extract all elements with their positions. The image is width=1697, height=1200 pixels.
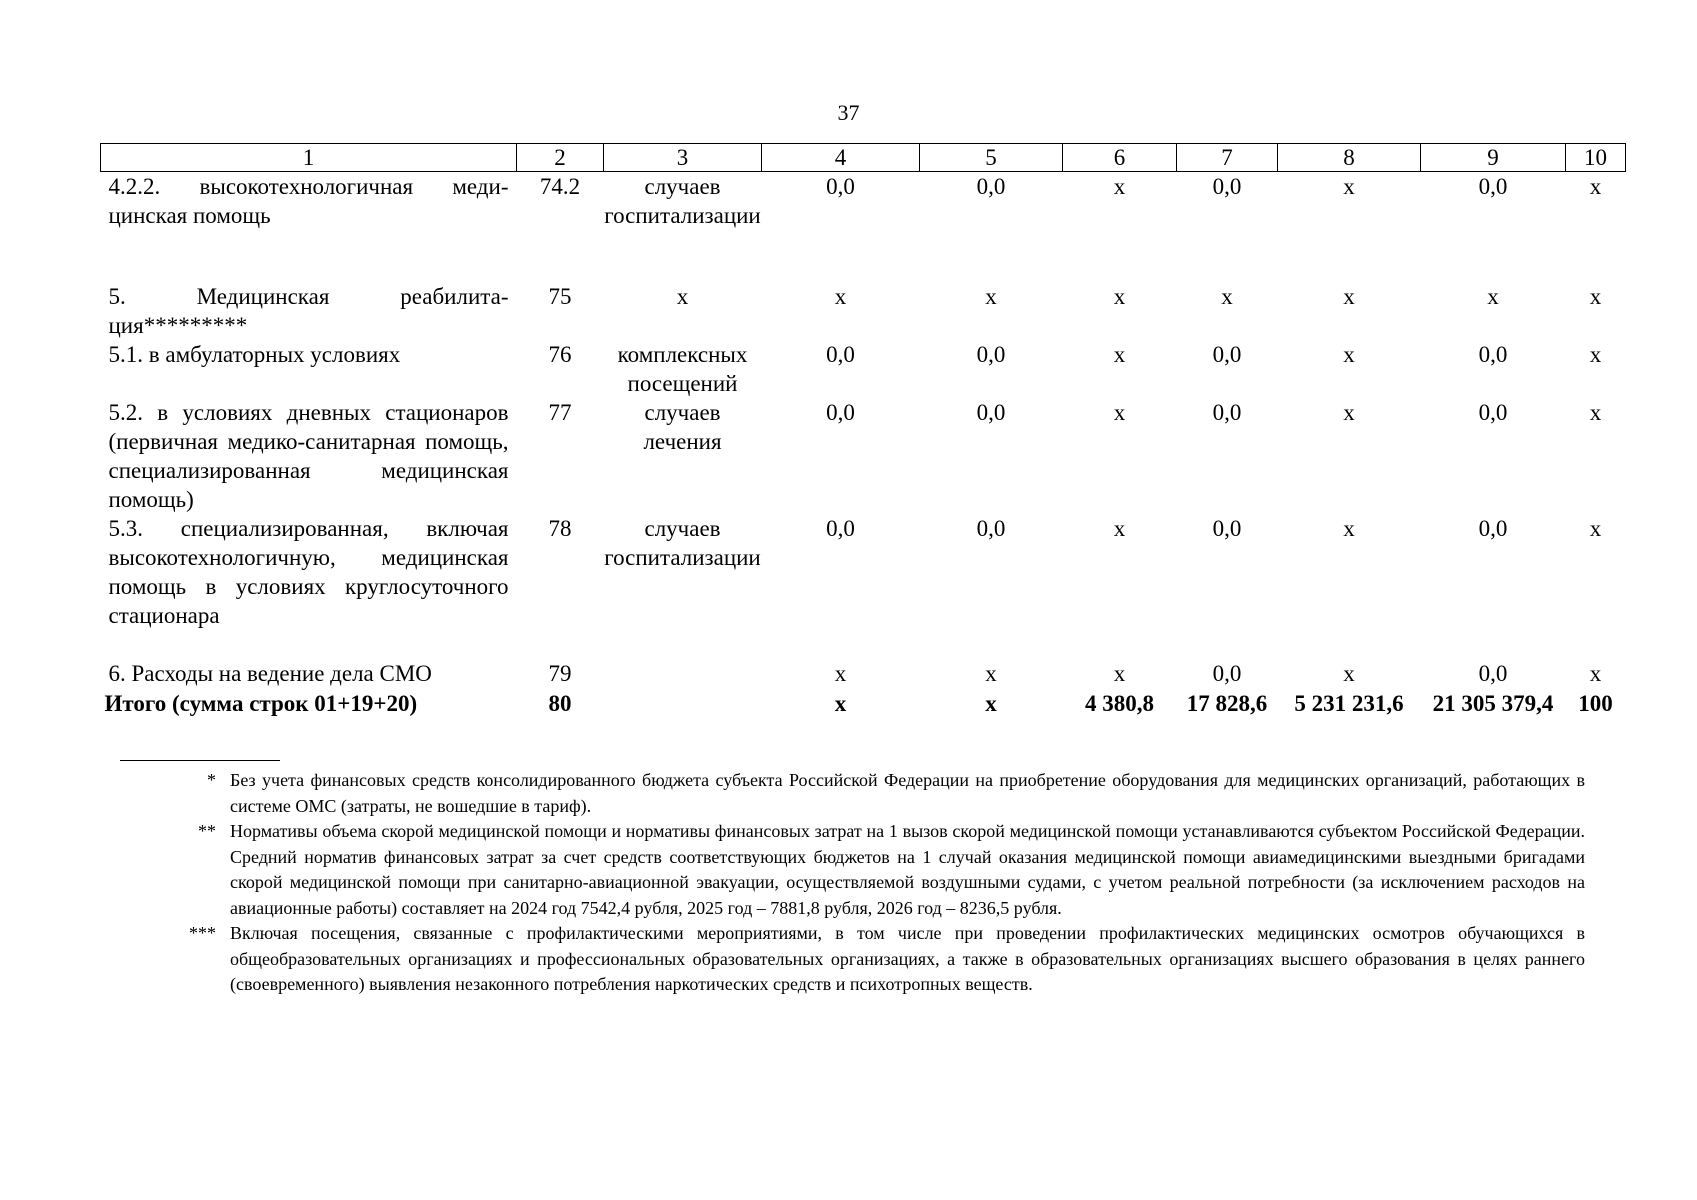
- row-code: 79: [548, 660, 572, 686]
- cell-value: 0,0: [1478, 174, 1508, 199]
- table-row: [101, 282, 1626, 340]
- row-description: 5.2. в условиях дневных стационаров (первичная медико-санитарная помощь, специализированная медицинская помощь): [108, 399, 509, 512]
- col-header: 6: [1063, 144, 1177, 172]
- cell-value: 0,0: [826, 399, 855, 425]
- total-value: х: [985, 690, 997, 716]
- footnote-text: Без учета финансовых средств консолидированного бюджета субъекта Российской Федерации на приобретение оборудования для медицинских организаций, работающих в системе ОМС (затраты, не вошедшие в тариф).: [230, 770, 1585, 816]
- cell-value: х: [1343, 283, 1355, 309]
- cell-value: х: [1343, 515, 1355, 541]
- row-description: 6. Расходы на ведение дела СМО: [108, 660, 432, 686]
- table-row: [101, 398, 1626, 514]
- row-code: 75: [548, 283, 572, 309]
- row-unit: [604, 659, 762, 689]
- col-header: 3: [604, 144, 762, 172]
- total-row: [101, 689, 1626, 719]
- cell-value: х: [1343, 341, 1355, 367]
- cell-value: 0,0: [1212, 399, 1242, 425]
- cell-value: 0,0: [1212, 660, 1242, 686]
- footnote: [180, 768, 1585, 819]
- cell-value: х: [1343, 399, 1355, 425]
- cell-value: х: [1589, 399, 1602, 425]
- row-description: 5. Медицинская реабилитация*********: [108, 283, 509, 338]
- row-unit: х: [676, 283, 689, 309]
- footnote: [180, 819, 1585, 921]
- row-description: 5.3. специализированная, включая высокотехнологичную, медицинская помощь в условиях круглосуточного стационара: [108, 515, 509, 628]
- total-value: 5 231 231,6: [1294, 690, 1404, 716]
- cell-value: 0,0: [1212, 174, 1242, 199]
- cell-value: х: [1589, 515, 1602, 541]
- cell-value: 0,0: [1478, 515, 1508, 541]
- total-unit: [604, 689, 762, 719]
- row-code: 76: [548, 341, 572, 367]
- cell-value: 0,0: [826, 515, 855, 541]
- cell-value: х: [1589, 341, 1602, 367]
- cell-value: х: [1343, 174, 1355, 199]
- total-code: 80: [548, 690, 572, 716]
- total-value: х: [834, 690, 847, 716]
- cell-value: 0,0: [976, 341, 1006, 367]
- cell-value: х: [834, 283, 847, 309]
- col-header: 4: [762, 144, 920, 172]
- cell-value: 0,0: [826, 341, 855, 367]
- col-header: 10: [1566, 144, 1626, 172]
- cell-value: х: [1113, 174, 1126, 199]
- cell-value: 0,0: [1478, 399, 1508, 425]
- table-row: [101, 172, 1626, 282]
- row-unit: случаев госпитализации: [604, 515, 761, 570]
- row-unit: случаев лечения: [643, 399, 722, 454]
- col-header: 7: [1177, 144, 1278, 172]
- col-header: 2: [517, 144, 604, 172]
- cell-value: 0,0: [1212, 341, 1242, 367]
- cell-value: 0,0: [976, 174, 1006, 199]
- row-code: 78: [548, 515, 572, 541]
- cell-value: 0,0: [1478, 660, 1508, 686]
- col-header: 8: [1278, 144, 1421, 172]
- footnote: [180, 921, 1585, 998]
- total-value: 21 305 379,4: [1432, 690, 1554, 716]
- table-row: [101, 340, 1626, 398]
- row-code: 77: [548, 399, 572, 425]
- footnote-mark: *: [207, 770, 216, 790]
- header-row: [101, 144, 1626, 172]
- cell-value: 0,0: [1212, 515, 1242, 541]
- cell-value: х: [1487, 283, 1499, 309]
- cell-value: х: [1589, 174, 1602, 199]
- footnote-separator: [120, 760, 280, 761]
- table-row: [101, 514, 1626, 659]
- table-row: [101, 659, 1626, 689]
- col-header: 9: [1421, 144, 1566, 172]
- financing-table: [100, 143, 1626, 719]
- row-code: 74.2: [539, 174, 581, 199]
- cell-value: х: [985, 660, 997, 686]
- footnote-mark: **: [198, 821, 216, 841]
- cell-value: 0,0: [826, 174, 855, 199]
- page-number: 37: [837, 100, 860, 125]
- cell-value: х: [1113, 515, 1126, 541]
- cell-value: х: [834, 660, 847, 686]
- cell-value: х: [1113, 283, 1126, 309]
- cell-value: х: [1221, 283, 1233, 309]
- cell-value: 0,0: [976, 515, 1006, 541]
- footnotes: [180, 768, 1585, 998]
- row-unit: случаев госпитализации: [604, 174, 761, 228]
- cell-value: 0,0: [976, 399, 1006, 425]
- total-value: 17 828,6: [1186, 690, 1268, 716]
- cell-value: х: [1589, 283, 1602, 309]
- cell-value: 0,0: [1478, 341, 1508, 367]
- cell-value: х: [1113, 341, 1126, 367]
- footnote-text: Включая посещения, связанные с профилактическими мероприятиями, в том числе при проведении профилактических медицинских осмотров обучающихся в общеобразовательных организациях и профессиональных образовательных организациях, а также в образовательных организациях высшего образования в целях раннего (своевременного) выявления незаконного потребления наркотических средств и психотропных веществ.: [230, 923, 1585, 994]
- total-description: Итого (сумма строк 01+19+20): [104, 690, 418, 716]
- total-value: 100: [1578, 690, 1613, 716]
- col-header: 5: [920, 144, 1063, 172]
- row-unit: комплексных посещений: [617, 341, 748, 396]
- row-description: 4.2.2. высокотехнологичная медицинская помощь: [108, 174, 509, 228]
- footnote-text: Нормативы объема скорой медицинской помощи и нормативы финансовых затрат на 1 вызов скорой медицинской помощи устанавливаются субъектом Российской Федерации. Средний норматив финансовых затрат за счет средств соответствующих бюджетов на 1 случай оказания медицинской помощи авиамедицинскими выездными бригадами скорой медицинской помощи при санитарно-авиационной эвакуации, осуществляемой воздушными судами, с учетом реальной потребности (за исключением расходов на авиационные работы) составляет на 2024 год 7542,4 рубля, 2025 год – 7881,8 рубля, 2026 год – 8236,5 рубля.: [230, 821, 1585, 918]
- footnote-mark: ***: [189, 923, 216, 943]
- cell-value: х: [985, 283, 997, 309]
- cell-value: х: [1343, 660, 1355, 686]
- cell-value: х: [1589, 660, 1602, 686]
- row-description: 5.1. в амбулаторных условиях: [108, 341, 401, 367]
- col-header: 1: [101, 144, 517, 172]
- cell-value: х: [1113, 660, 1126, 686]
- cell-value: х: [1113, 399, 1126, 425]
- total-value: 4 380,8: [1085, 690, 1154, 716]
